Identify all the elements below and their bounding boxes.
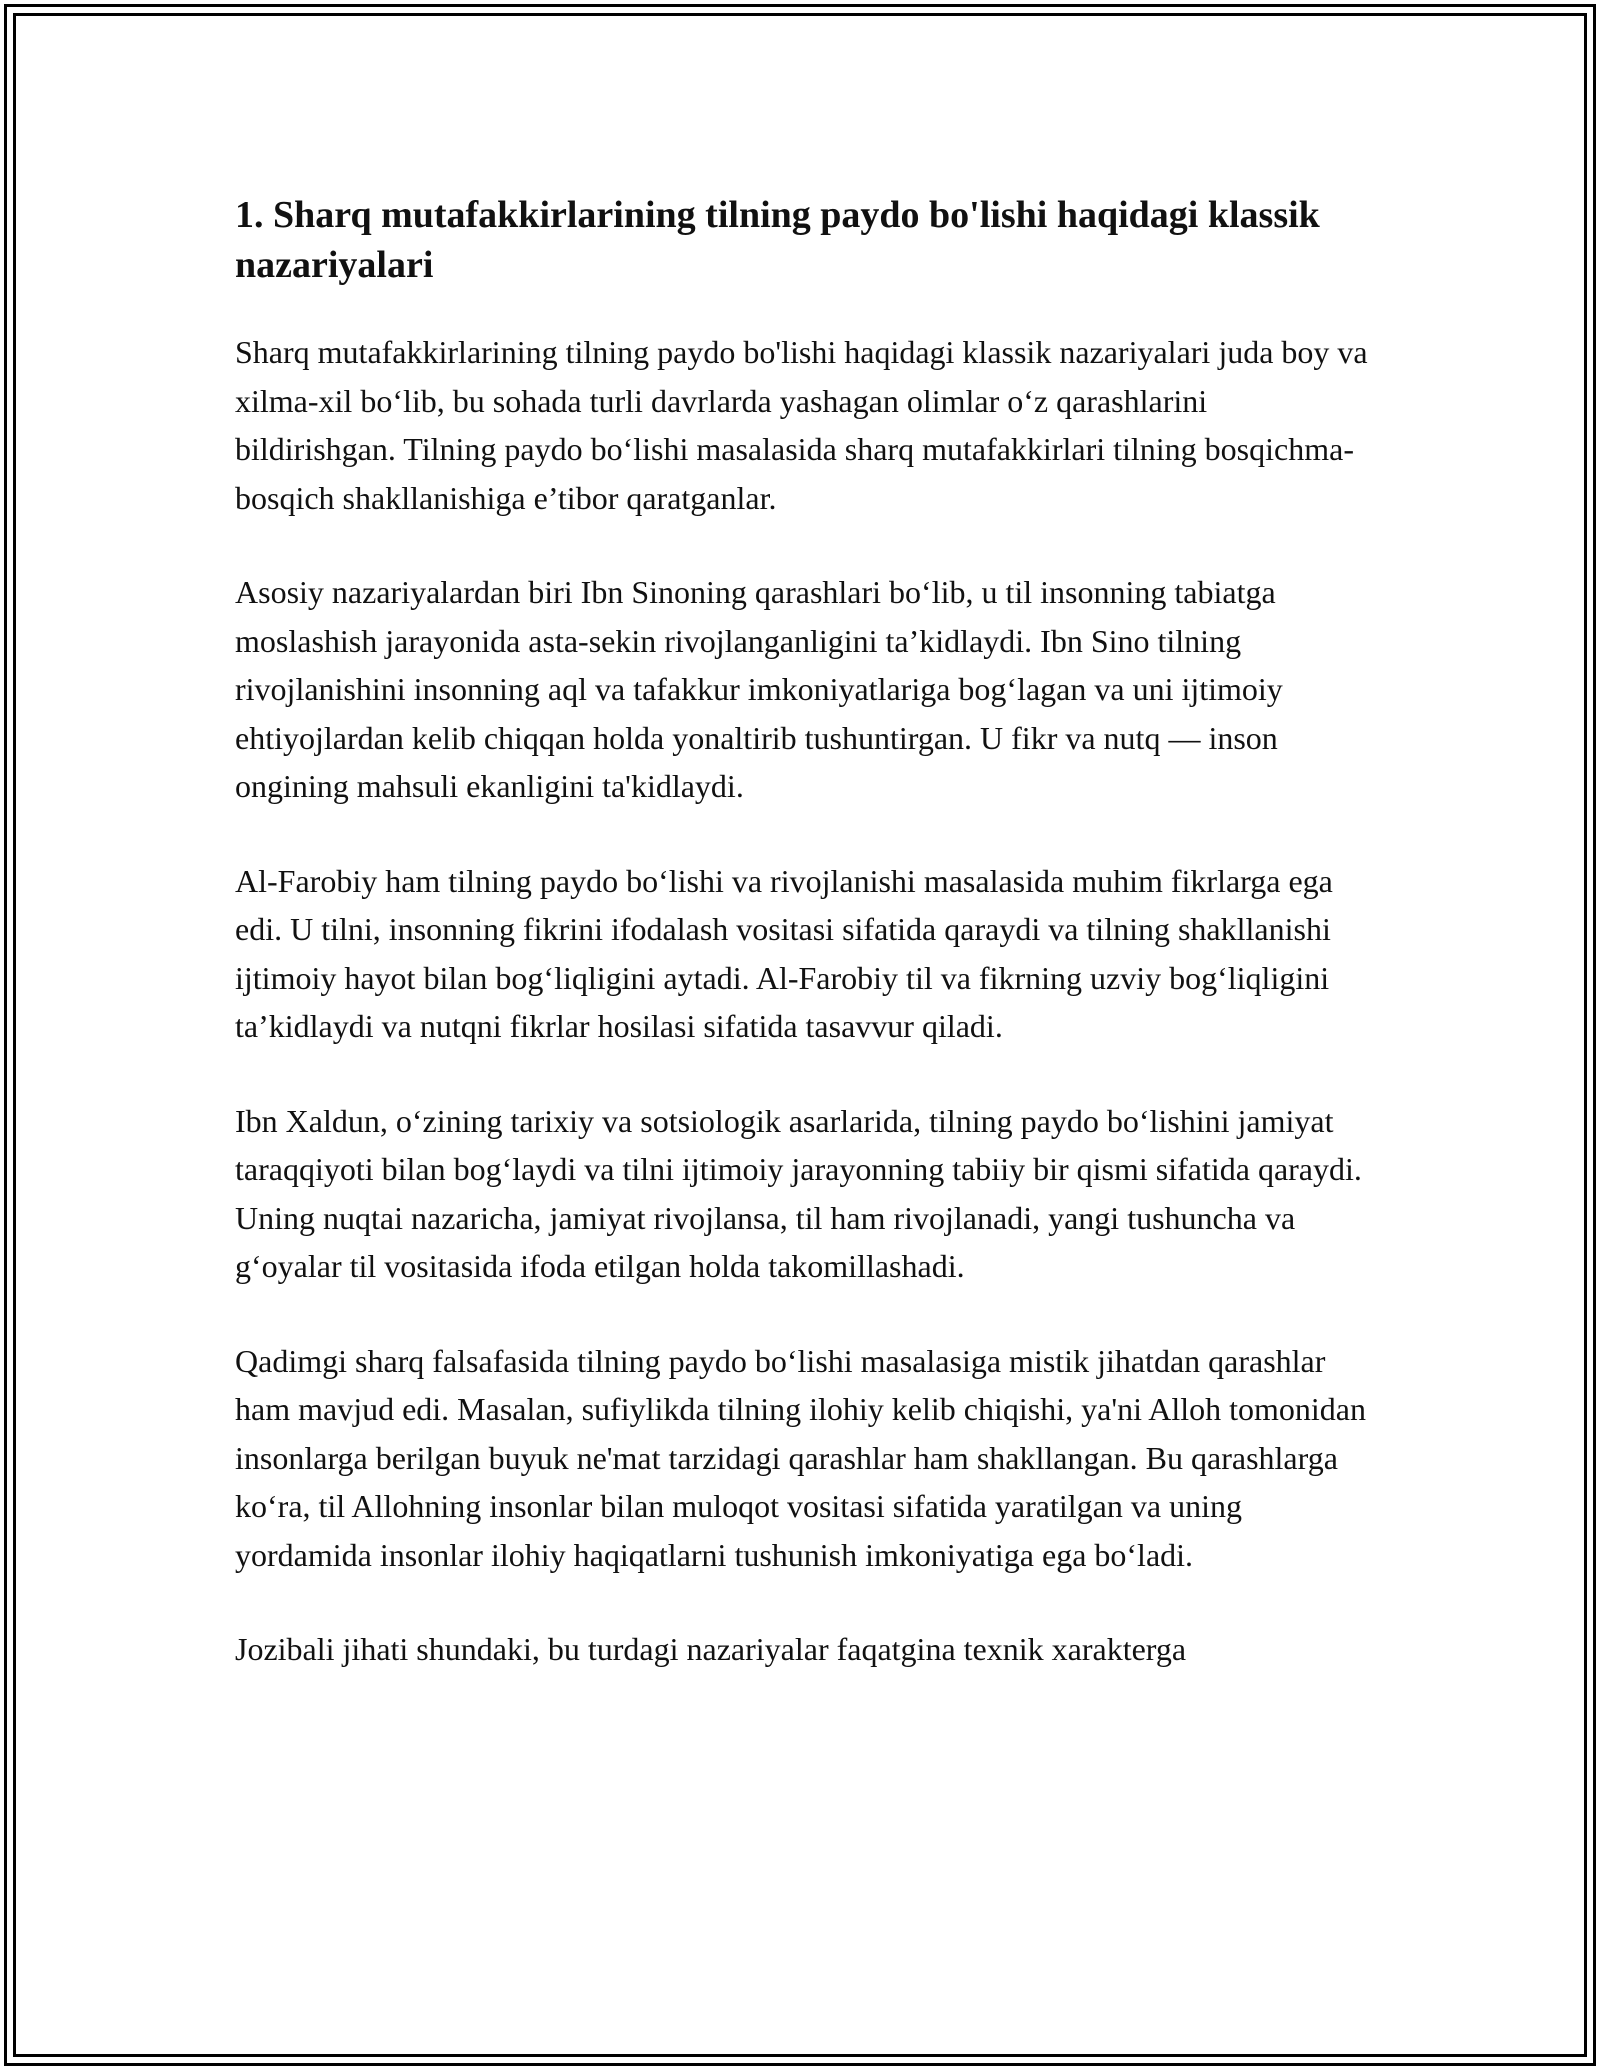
paragraph-mystic-views: Qadimgi sharq falsafasida tilning paydo boʻlishi masalasiga mistik jihatdan qarashlar ham mavjud edi. Masalan, sufiylikda tilning ilohiy kelib chiqishi, ya'ni Alloh tomonidan insonlarga berilgan buyuk ne'mat tarzidagi qarashlar ham shakllangan. Bu qarashlarga koʻra, til Allohning insonlar bilan muloqot vositasi sifatida yaratilgan va uning yordamida insonlar ilohiy haqiqatlarni tushunish imkoniyatiga ega boʻladi. [235, 1342, 1366, 1573]
section-title: 1. Sharq mutafakkirlarining tilning paydo bo'lishi haqidagi klassik nazariyalari [235, 194, 1320, 286]
paragraph-ibn-sino: Asosiy nazariyalardan biri Ibn Sinoning qarashlari boʻlib, u til insonning tabiatga moslashish jarayonida asta-sekin rivojlanganligini ta’kidlaydi. Ibn Sino tilning rivojlanishini insonning aql va tafakkur imkoniyatlariga bogʻlagan va uni ijtimoiy ehtiyojlardan kelib chiqqan holda yonaltirib tushuntirgan. U fikr va nutq — inson ongining mahsuli ekanligini ta'kidlaydi. [235, 574, 1283, 804]
paragraph-al-farobiy: Al-Farobiy ham tilning paydo boʻlishi va rivojlanishi masalasida muhim fikrlarga ega edi. U tilni, insonning fikrini ifodalash vositasi sifatida qaraydi va tilning shakllanishi ijtimoiy hayot bilan bogʻliqligini aytadi. Al-Farobiy til va fikrning uzviy bogʻliqligini ta’kidlaydi va nutqni fikrlar hosilasi sifatida tasavvur qiladi. [235, 862, 1333, 1044]
document-body [235, 190, 1375, 1674]
paragraph-intro: Sharq mutafakkirlarining tilning paydo bo'lishi haqidagi klassik nazariyalari juda boy va xilma-xil boʻlib, bu sohada turli davrlarda yashagan olimlar oʻz qarashlarini bildirishgan. Tilning paydo boʻlishi masalasida sharq mutafakkirlari tilning bosqichma-bosqich shakllanishiga e’tibor qaratganlar. [235, 334, 1368, 516]
paragraph-continued: Jozibali jihati shundaki, bu turdagi nazariyalar faqatgina texnik xarakterga [235, 1631, 1187, 1667]
paragraph-ibn-xaldun: Ibn Xaldun, oʻzining tarixiy va sotsiologik asarlarida, tilning paydo boʻlishini jamiyat taraqqiyoti bilan bogʻlaydi va tilni ijtimoiy jarayonning tabiiy bir qismi sifatida qaraydi. Uning nuqtai nazaricha, jamiyat rivojlansa, til ham rivojlanadi, yangi tushuncha va gʻoyalar til vositasida ifoda etilgan holda takomillashadi. [235, 1102, 1362, 1284]
